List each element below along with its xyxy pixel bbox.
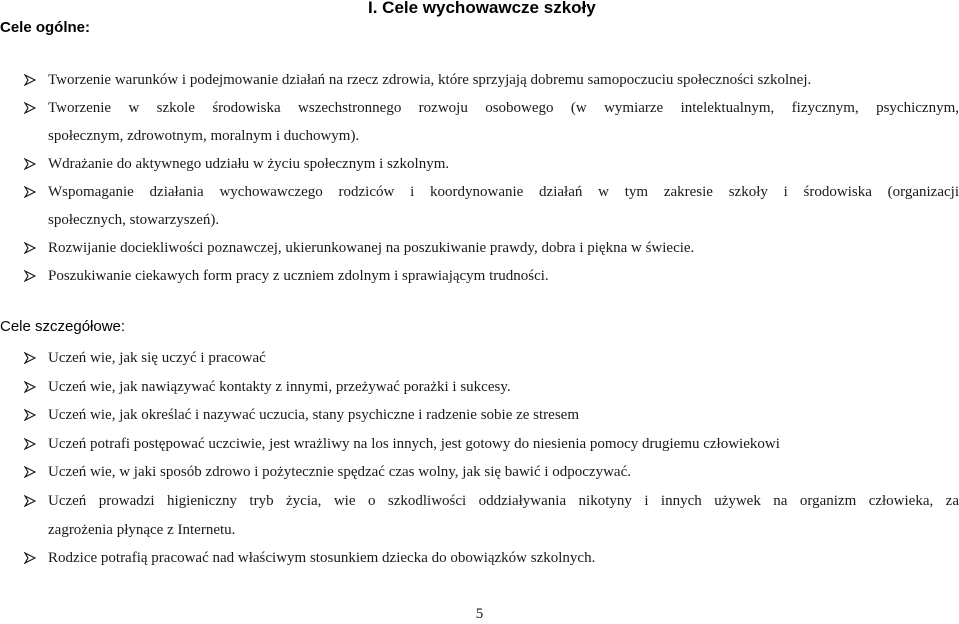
arrowhead-bullet-icon [24,102,36,114]
arrowhead-bullet-icon [24,552,36,564]
list-item-text: Uczeń potrafi postępować uczciwie, jest wrażliwy na los innych, jest gotowy do niesienia pomocy drugiemu człowiekowi [48,435,780,452]
arrowhead-bullet-icon [24,74,36,86]
list-item-text: Rodzice potrafią pracować nad właściwym stosunkiem dziecka do obowiązków szkolnych. [48,550,596,567]
section-label-general: Cele ogólne: [0,19,91,36]
list-item [24,234,959,262]
page-title: I. Cele wychowawcze szkoły [368,0,596,17]
list-item-text: Uczeń wie, w jaki sposób zdrowo i pożytecznie spędzać czas wolny, jak się bawić i odpoczywać. [48,464,631,481]
list-item-text-line1: Uczeń prowadzi higieniczny tryb życia, wie o szkodliwości oddziaływania nikotyny i innych używek na organizm człowieka, za [48,492,959,509]
list-item-text-line2: społecznym, zdrowotnym, moralnym i duchowym). [48,128,360,144]
list-item-text-line2: zagrożenia płynące z Internetu. [48,521,236,538]
list-item [24,178,959,234]
arrowhead-bullet-icon [24,352,36,364]
list-item [24,373,959,402]
list-item-text-line1: Wspomaganie działania wychowawczego rodziców i koordynowanie działań w tym zakresie szkoły i środowiska (organizacji [48,184,959,200]
list-item-text-line1: Tworzenie w szkole środowiska wszechstronnego rozwoju osobowego (w wymiarze intelektualnym, fizycznym, psychicznym, [48,100,959,116]
arrowhead-bullet-icon [24,466,36,478]
list-item-text: Poszukiwanie ciekawych form pracy z uczniem zdolnym i sprawiającym trudności. [48,268,549,284]
arrowhead-bullet-icon [24,158,36,170]
list-item-text: Uczeń wie, jak nawiązywać kontakty z innymi, przeżywać porażki i sukcesy. [48,378,511,395]
page-number: 5 [475,606,484,622]
arrowhead-bullet-icon [24,381,36,393]
general-goals-list [24,66,959,290]
list-item [24,150,959,178]
list-item [24,458,959,487]
list-item [24,94,959,150]
list-item [24,344,959,373]
detailed-goals-list [24,344,959,573]
list-item-text-line2: społecznych, stowarzyszeń). [48,212,220,228]
arrowhead-bullet-icon [24,270,36,282]
arrowhead-bullet-icon [24,242,36,254]
list-item [24,401,959,430]
list-item-text: Uczeń wie, jak określać i nazywać uczucia, stany psychiczne i radzenie sobie ze stresem [48,407,579,424]
list-item [24,66,959,94]
list-item-text: Wdrażanie do aktywnego udziału w życiu społecznym i szkolnym. [48,156,450,172]
list-item-text: Tworzenie warunków i podejmowanie działań na rzecz zdrowia, które sprzyjają dobremu samopoczuciu społeczności szkolnej. [48,72,812,88]
list-item [24,544,959,573]
list-item [24,430,959,459]
section-label-detailed: Cele szczegółowe: [0,318,126,335]
arrowhead-bullet-icon [24,495,36,507]
arrowhead-bullet-icon [24,438,36,450]
arrowhead-bullet-icon [24,409,36,421]
arrowhead-bullet-icon [24,186,36,198]
list-item [24,262,959,290]
list-item [24,487,959,544]
list-item-text: Rozwijanie dociekliwości poznawczej, ukierunkowanej na poszukiwanie prawdy, dobra i piękna w świecie. [48,240,695,256]
list-item-text: Uczeń wie, jak się uczyć i pracować [48,350,266,366]
